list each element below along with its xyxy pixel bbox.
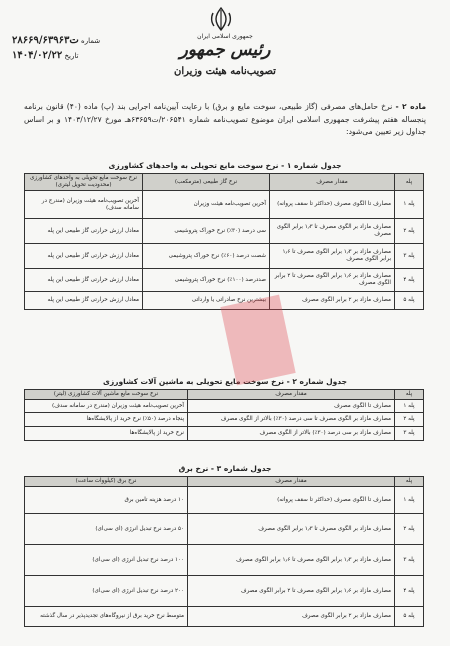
decree-subtitle: تصویب‌نامه هیئت وزیران [174,66,276,77]
table3-cell: پله ۴ [395,576,424,607]
table3-row [25,576,424,607]
table3-cell: پله ۱ [395,487,424,514]
table2-cell: آخرین تصویب‌نامه هیئت وزیران (مندرج در سامانه سدف) [25,400,188,413]
table1-cell: صددرصد (۱۰۰٪) نرخ خوراک پتروشیمی [143,269,270,292]
table2-row [25,427,424,441]
table2-header-cell: مقدار مصرف [188,390,395,400]
table1-cell: مصارف مازاد بر ۲ برابر الگوی مصرف [270,292,395,310]
number-value: ۲۸۶۶۹/ت۶۳۹۶۳ [12,35,79,46]
number-label: شماره [81,37,101,45]
table1-header-cell: مقدار مصرف [270,174,395,191]
table1-cell: مصارف مازاد بر ۱٫۳ برابر الگوی مصرف تا ۱٫۶ برابر الگوی مصرف [270,244,395,269]
table2-cell: پله ۲ [395,413,424,427]
table1-header-cell: نرخ گاز طبیعی (مترمکعب) [143,174,270,191]
table2-header-cell: نرخ سوخت مایع ماشین آلات کشاورزی (لیتر) [25,390,188,400]
table3-cell: مصارف تا الگوی مصرف (حداکثر تا سقف پروانه) [188,487,395,514]
table2-cell: پنجاه درصد (۵۰٪) نرخ خرید از پالایشگاه‌ها [25,413,188,427]
table1-cell: مصارف مازاد بر ۱٫۶ برابر الگوی مصرف تا ۲ برابر الگوی مصرف [270,269,395,292]
table3-cell: مصارف مازاد بر ۱٫۳ برابر الگوی مصرف تا ۱٫۶ برابر الگوی مصرف [188,545,395,576]
table1-cell: معادل ارزش حرارتی گاز طبیعی این پله [25,244,143,269]
table1-cell: پله ۲ [395,219,424,244]
table1-cell: پله ۴ [395,269,424,292]
table1-row [25,244,424,269]
table1-cell: مصارف تا الگوی مصرف (حداکثر تا سقف پروانه) [270,191,395,219]
table1-cell: پله ۳ [395,244,424,269]
table1-cell: آخرین تصویب‌نامه هیئت وزیران (مندرج در سامانه سدف) [25,191,143,219]
table1-cell: مصارف مازاد بر الگوی مصرف تا ۱٫۳ برابر الگوی مصرف [270,219,395,244]
table2-title: جدول شماره ۲ - نرخ سوخت مایع تحویلی به ماشین آلات کشاورزی [102,377,348,386]
table1-cell: پله ۵ [395,292,424,310]
table2-fuel-agri-machinery [24,389,424,441]
table3-cell: ۱۰ درصد هزینه تامین برق [25,487,188,514]
date-label: تاریخ [64,52,79,60]
table2-cell: مصارف تا الگوی مصرف [188,400,395,413]
table3-cell: پله ۳ [395,545,424,576]
table3-header-cell: مقدار مصرف [188,477,395,487]
article-text: نرخ حامل‌های مصرفی (گاز طبیعی، سوخت مایع و برق) با رعایت آیین‌نامه اجرایی بند (پ) ماده (۴۰) قانون برنامه پنجساله هفتم پیشرفت جمهوری اسلامی ایران موضوع تصویب‌نامه شماره ۲۰۶۵۴۱/ت۶۳۶۵۹هـ مورخ ۱۴۰۳/۱۲/۲۷ و بر اساس جداول زیر تعیین می‌شود: [24,102,426,136]
table1-cell: آخرین تصویب‌نامه هیئت وزیران [143,191,270,219]
president-heading: رئیس جمهور [179,40,271,60]
table2-row [25,413,424,427]
table2-header-cell: پله [395,390,424,400]
table3-row [25,607,424,627]
table3-cell: ۲۰۰ درصد نرخ تبدیل انرژی (ای سی‌ای) [25,576,188,607]
table2-cell: مصارف مازاد بر الگوی مصرف تا سی درصد (۳۰٪) بالاتر از الگوی مصرف [188,413,395,427]
table2-cell: مصارف مازاد بر سی درصد (۳۰٪) بالاتر از الگوی مصرف [188,427,395,441]
intro-paragraph [24,101,426,139]
table3-cell: متوسط نرخ خرید برق از نیروگاه‌های تجدیدپذیر در سال گذشته [25,607,188,627]
table1-cell: سی درصد (۳۰٪) نرخ خوراک پتروشیمی [143,219,270,244]
table1-cell: معادل ارزش حرارتی گاز طبیعی این پله [25,269,143,292]
table3-cell: ۵۰ درصد نرخ تبدیل انرژی (ای سی‌ای) [25,514,188,545]
table1-row [25,219,424,244]
table2-cell: پله ۳ [395,427,424,441]
table3-cell: پله ۵ [395,607,424,627]
table3-header-cell: پله [395,477,424,487]
table1-header-row [25,174,424,191]
table1-header-cell: پله [395,174,424,191]
table1-cell: بیشترین نرخ صادراتی یا وارداتی [143,292,270,310]
table3-cell: مصارف مازاد بر الگوی مصرف تا ۱٫۳ برابر الگوی مصرف [188,514,395,545]
iran-emblem-icon [208,6,234,32]
table2-header-row [25,390,424,400]
table3-cell: ۱۰۰ درصد نرخ تبدیل انرژی (ای سی‌ای) [25,545,188,576]
decree-number [8,35,100,46]
table2-cell: نرخ خرید از پالایشگاه‌ها [25,427,188,441]
table3-title: جدول شماره ۳ - نرخ برق [178,464,272,473]
table2-row [25,400,424,413]
table1-cell: پله ۱ [395,191,424,219]
table1-cell: شصت درصد (۶۰٪) نرخ خوراک پتروشیمی [143,244,270,269]
table3-cell: پله ۲ [395,514,424,545]
table1-gas-fuel-agri-units [24,173,424,310]
decree-date [8,50,78,61]
table3-cell: مصارف مازاد بر ۲ برابر الگوی مصرف [188,607,395,627]
table1-cell: معادل ارزش حرارتی گاز طبیعی این پله [25,219,143,244]
table1-cell: معادل ارزش حرارتی گاز طبیعی این پله [25,292,143,310]
table1-row [25,191,424,219]
republic-label: جمهوری اسلامی ایران [197,33,253,40]
table3-header-row [25,477,424,487]
table1-header-cell: نرخ سوخت مایع تحویلی به واحدهای کشاورزی (محدودیت تحویل لیتری) [25,174,143,191]
table1-row [25,269,424,292]
table3-row [25,487,424,514]
table3-header-cell: نرخ برق (کیلووات ساعت) [25,477,188,487]
table3-row [25,514,424,545]
table1-title: جدول شماره ۱ - نرخ سوخت مایع تحویلی به واحدهای کشاورزی [108,161,342,170]
article-number: ماده ۲ - [395,102,427,111]
date-value: ۱۴۰۴/۰۲/۲۲ [12,50,63,61]
table3-row [25,545,424,576]
table3-cell: مصارف مازاد بر ۱٫۶ برابر الگوی مصرف تا ۲ برابر الگوی مصرف [188,576,395,607]
table2-cell: پله ۱ [395,400,424,413]
table3-electricity [24,476,424,627]
